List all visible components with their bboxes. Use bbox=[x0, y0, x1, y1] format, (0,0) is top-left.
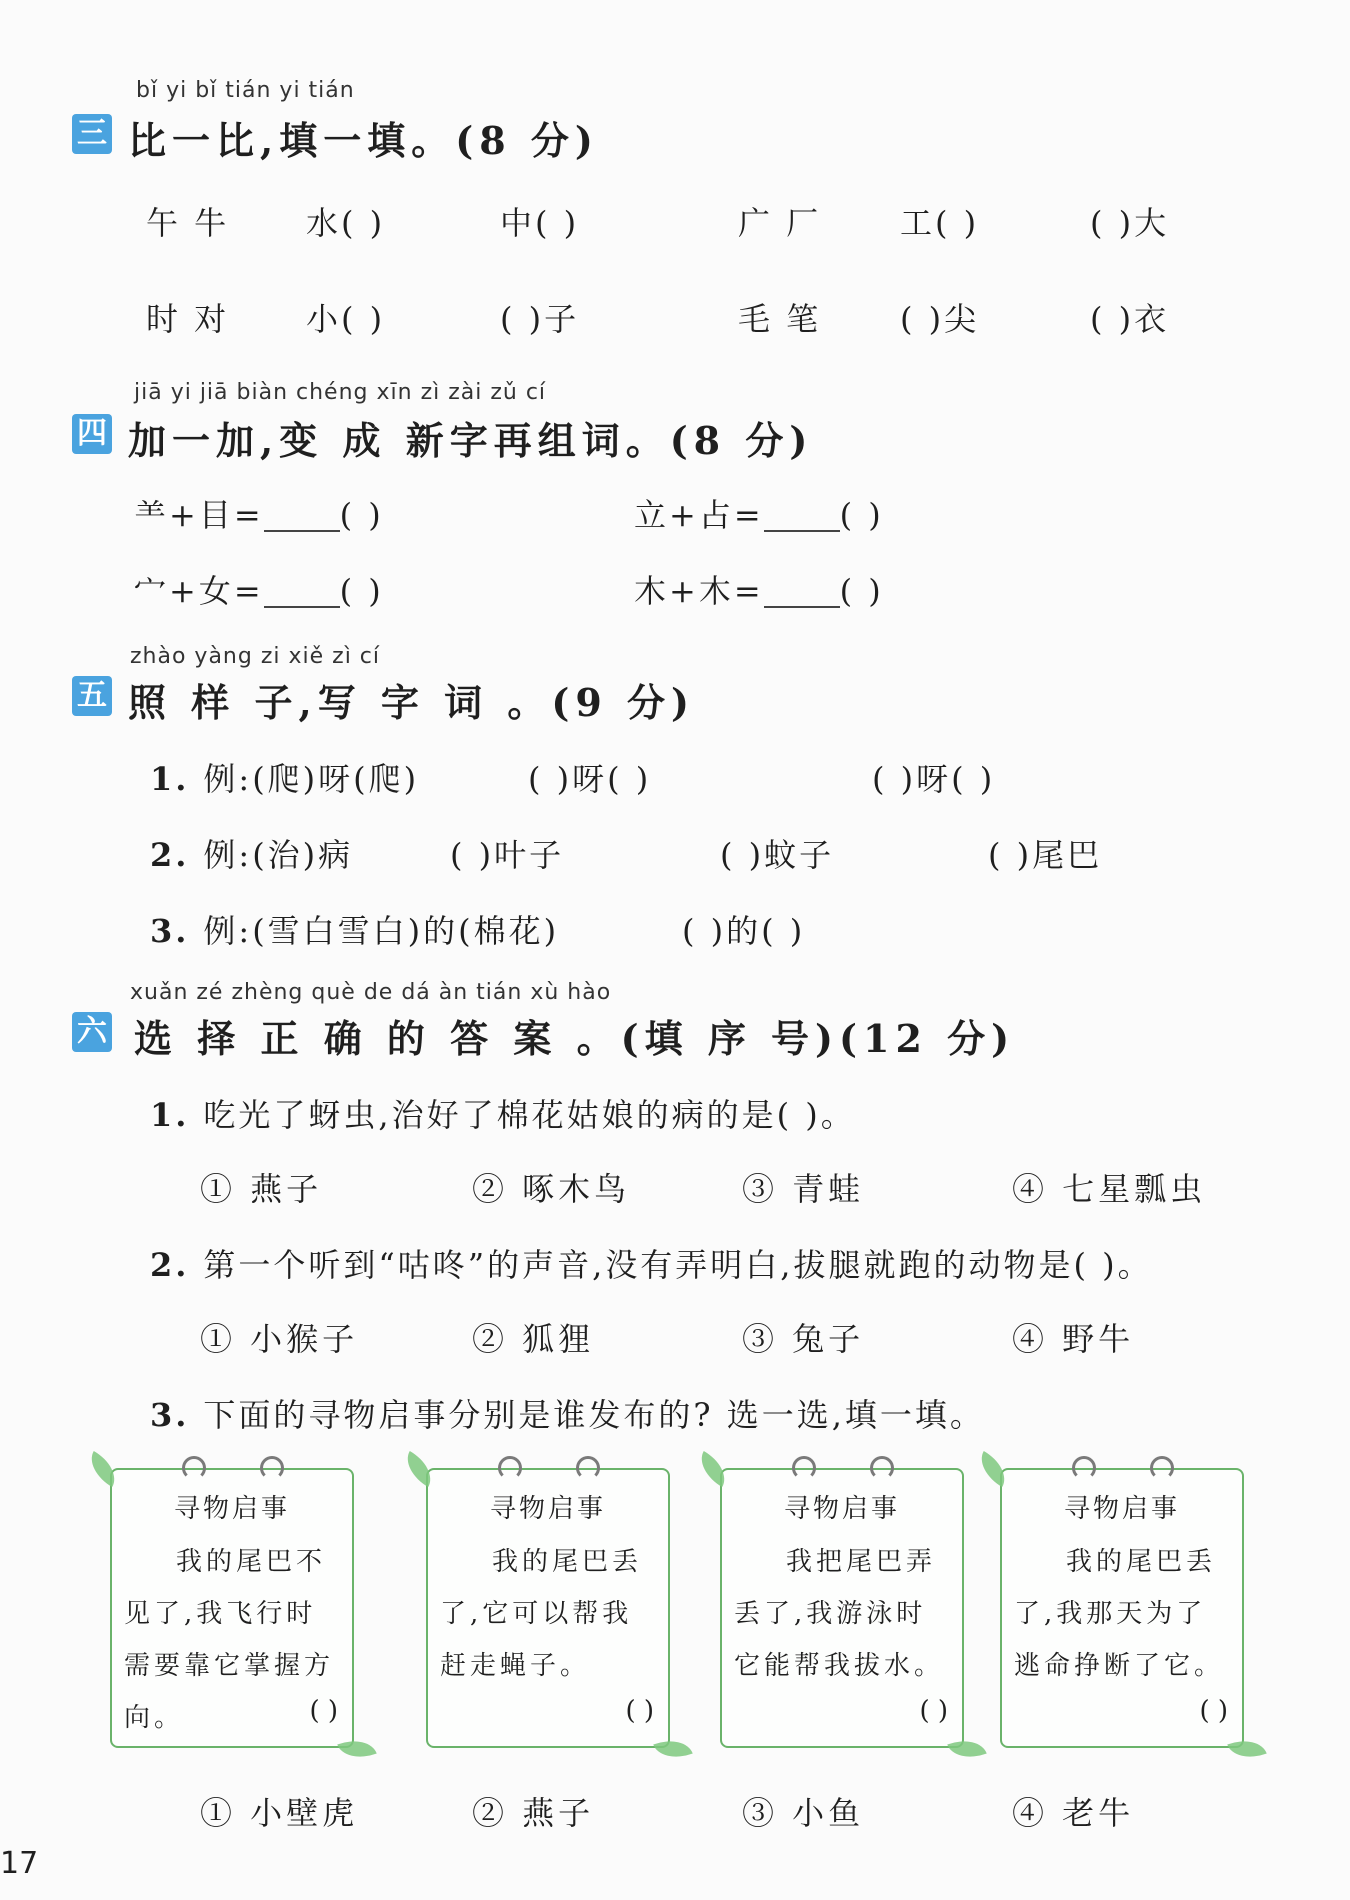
s4-formula: ⺷+目= bbox=[134, 496, 264, 534]
s3-row1-item[interactable]: 工( ) bbox=[900, 204, 980, 242]
page-number: 17 bbox=[0, 1846, 39, 1881]
question-number: 3. bbox=[150, 1396, 190, 1434]
option[interactable]: ④ 老牛 bbox=[1012, 1794, 1135, 1832]
leaf-icon bbox=[83, 1451, 123, 1487]
option[interactable]: ① 小壁虎 bbox=[200, 1794, 359, 1832]
answer-blank[interactable] bbox=[264, 500, 340, 532]
ring-icon bbox=[498, 1456, 522, 1480]
option[interactable]: ③ 青蛙 bbox=[742, 1170, 865, 1208]
s4-paren[interactable]: ( ) bbox=[339, 496, 384, 534]
notice-card bbox=[1000, 1468, 1244, 1748]
section-6-badge: 六 bbox=[72, 1012, 112, 1052]
question-number: 2. bbox=[150, 836, 190, 874]
s3-row1-item[interactable]: 中( ) bbox=[500, 204, 580, 242]
option[interactable]: ② 狐狸 bbox=[472, 1320, 595, 1358]
question-number: 3. bbox=[150, 912, 190, 950]
s5-answer[interactable]: ( )叶子 bbox=[450, 836, 565, 874]
card-answer[interactable]: ( ) bbox=[1199, 1696, 1228, 1726]
s4-formula: 木+木= bbox=[634, 572, 764, 610]
card-title: 寻物启事 bbox=[783, 1494, 900, 1524]
card-text: 我的尾巴不见了,我飞行时需要靠它掌握方向。 bbox=[124, 1547, 335, 1733]
option[interactable]: ④ 野牛 bbox=[1012, 1320, 1135, 1358]
answer-blank[interactable] bbox=[764, 576, 840, 608]
s4-formula: 立+占= bbox=[634, 496, 764, 534]
s3-row2-item[interactable]: ( )尖 bbox=[900, 300, 980, 338]
card-text: 我的尾巴丢了,它可以帮我赶走蝇子。 bbox=[440, 1547, 643, 1681]
s3-row2-pair-b: 毛 笔 bbox=[738, 300, 822, 338]
option[interactable]: ③ 小鱼 bbox=[742, 1794, 865, 1832]
s4-paren[interactable]: ( ) bbox=[839, 572, 884, 610]
ring-icon bbox=[1072, 1456, 1096, 1480]
section-3-pinyin: bǐ yi bǐ tián yi tián bbox=[136, 78, 355, 103]
ring-icon bbox=[182, 1456, 206, 1480]
ring-icon bbox=[260, 1456, 284, 1480]
option[interactable]: ④ 七星瓢虫 bbox=[1012, 1170, 1207, 1208]
section-5-badge: 五 bbox=[72, 676, 112, 716]
section-3-title: 比一比,填一填。(8 分) bbox=[128, 118, 599, 163]
answer-blank[interactable] bbox=[764, 500, 840, 532]
section-6-pinyin: xuǎn zé zhèng què de dá àn tián xù hào bbox=[130, 980, 612, 1005]
notice-card bbox=[426, 1468, 670, 1748]
option[interactable]: ② 燕子 bbox=[472, 1794, 595, 1832]
s5-row-2 bbox=[150, 830, 353, 876]
card-title: 寻物启事 bbox=[1063, 1494, 1180, 1524]
answer-blank[interactable] bbox=[264, 576, 340, 608]
leaf-icon bbox=[693, 1451, 733, 1487]
s4-paren[interactable]: ( ) bbox=[339, 572, 384, 610]
ring-icon bbox=[870, 1456, 894, 1480]
s6-question-1 bbox=[150, 1090, 856, 1136]
s5-row-1 bbox=[150, 754, 419, 800]
leaf-icon bbox=[653, 1733, 692, 1765]
card-title: 寻物启事 bbox=[489, 1494, 606, 1524]
leaf-icon bbox=[399, 1451, 439, 1487]
s3-row2-item[interactable]: 小( ) bbox=[306, 300, 386, 338]
s5-answer[interactable]: ( )的( ) bbox=[682, 912, 806, 950]
leaf-icon bbox=[947, 1733, 986, 1765]
card-text: 我把尾巴弄丢了,我游泳时它能帮我拔水。 bbox=[734, 1547, 945, 1681]
question-text: 下面的寻物启事分别是谁发布的? 选一选,填一填。 bbox=[203, 1396, 985, 1434]
option[interactable]: ② 啄木鸟 bbox=[472, 1170, 631, 1208]
section-5-title: 照 样 子,写 字 词 。(9 分) bbox=[128, 680, 696, 725]
leaf-icon bbox=[973, 1451, 1013, 1487]
card-answer[interactable]: ( ) bbox=[919, 1696, 948, 1726]
question-number: 1. bbox=[150, 760, 190, 798]
s5-example: 例:(雪白雪白)的(棉花) bbox=[203, 912, 560, 950]
ring-icon bbox=[792, 1456, 816, 1480]
question-number: 1. bbox=[150, 1096, 190, 1134]
s4-formula: 宀+女= bbox=[134, 572, 264, 610]
s4-paren[interactable]: ( ) bbox=[839, 496, 884, 534]
question-text: 吃光了蚜虫,治好了棉花姑娘的病的是( )。 bbox=[203, 1096, 856, 1134]
ring-icon bbox=[1150, 1456, 1174, 1480]
s3-row2-pair-a: 时 对 bbox=[146, 300, 230, 338]
s4-item bbox=[134, 566, 384, 612]
s6-question-2 bbox=[150, 1240, 1153, 1286]
s3-row2-item[interactable]: ( )子 bbox=[500, 300, 580, 338]
s5-answer[interactable]: ( )呀( ) bbox=[528, 760, 652, 798]
s5-answer[interactable]: ( )呀( ) bbox=[872, 760, 996, 798]
s5-answer[interactable]: ( )蚊子 bbox=[720, 836, 835, 874]
card-answer[interactable]: ( ) bbox=[625, 1696, 654, 1726]
s3-row1-pair-b: 广 厂 bbox=[738, 204, 822, 242]
section-4-badge: 四 bbox=[72, 414, 112, 454]
s5-example: 例:(治)病 bbox=[203, 836, 354, 874]
s5-answer[interactable]: ( )尾巴 bbox=[988, 836, 1103, 874]
s3-row1-item[interactable]: ( )大 bbox=[1090, 204, 1170, 242]
card-title: 寻物启事 bbox=[173, 1494, 290, 1524]
s4-item bbox=[134, 490, 384, 536]
section-3-badge: 三 bbox=[72, 114, 112, 154]
s4-item bbox=[634, 566, 884, 612]
section-5-pinyin: zhào yàng zi xiě zì cí bbox=[130, 644, 381, 669]
notice-card bbox=[720, 1468, 964, 1748]
option[interactable]: ③ 兔子 bbox=[742, 1320, 865, 1358]
s3-row2-item[interactable]: ( )衣 bbox=[1090, 300, 1170, 338]
s3-row1-pair-a: 午 牛 bbox=[146, 204, 230, 242]
option[interactable]: ① 燕子 bbox=[200, 1170, 323, 1208]
ring-icon bbox=[576, 1456, 600, 1480]
s6-question-3 bbox=[150, 1390, 985, 1436]
leaf-icon bbox=[1227, 1733, 1266, 1765]
option[interactable]: ① 小猴子 bbox=[200, 1320, 359, 1358]
s3-row1-item[interactable]: 水( ) bbox=[306, 204, 386, 242]
s5-row-3 bbox=[150, 906, 559, 952]
s4-item bbox=[634, 490, 884, 536]
question-number: 2. bbox=[150, 1246, 190, 1284]
section-4-title: 加一加,变 成 新字再组词。(8 分) bbox=[128, 418, 814, 463]
card-text: 我的尾巴丢了,我那天为了逃命挣断了它。 bbox=[1014, 1547, 1225, 1681]
s5-example: 例:(爬)呀(爬) bbox=[203, 760, 420, 798]
notice-card bbox=[110, 1468, 354, 1748]
card-answer[interactable]: ( ) bbox=[309, 1696, 338, 1726]
section-4-pinyin: jiā yi jiā biàn chéng xīn zì zài zǔ cí bbox=[134, 380, 547, 405]
section-6-title: 选 择 正 确 的 答 案 。(填 序 号)(12 分) bbox=[134, 1016, 1016, 1061]
question-text: 第一个听到“咕咚”的声音,没有弄明白,拔腿就跑的动物是( )。 bbox=[203, 1246, 1153, 1284]
